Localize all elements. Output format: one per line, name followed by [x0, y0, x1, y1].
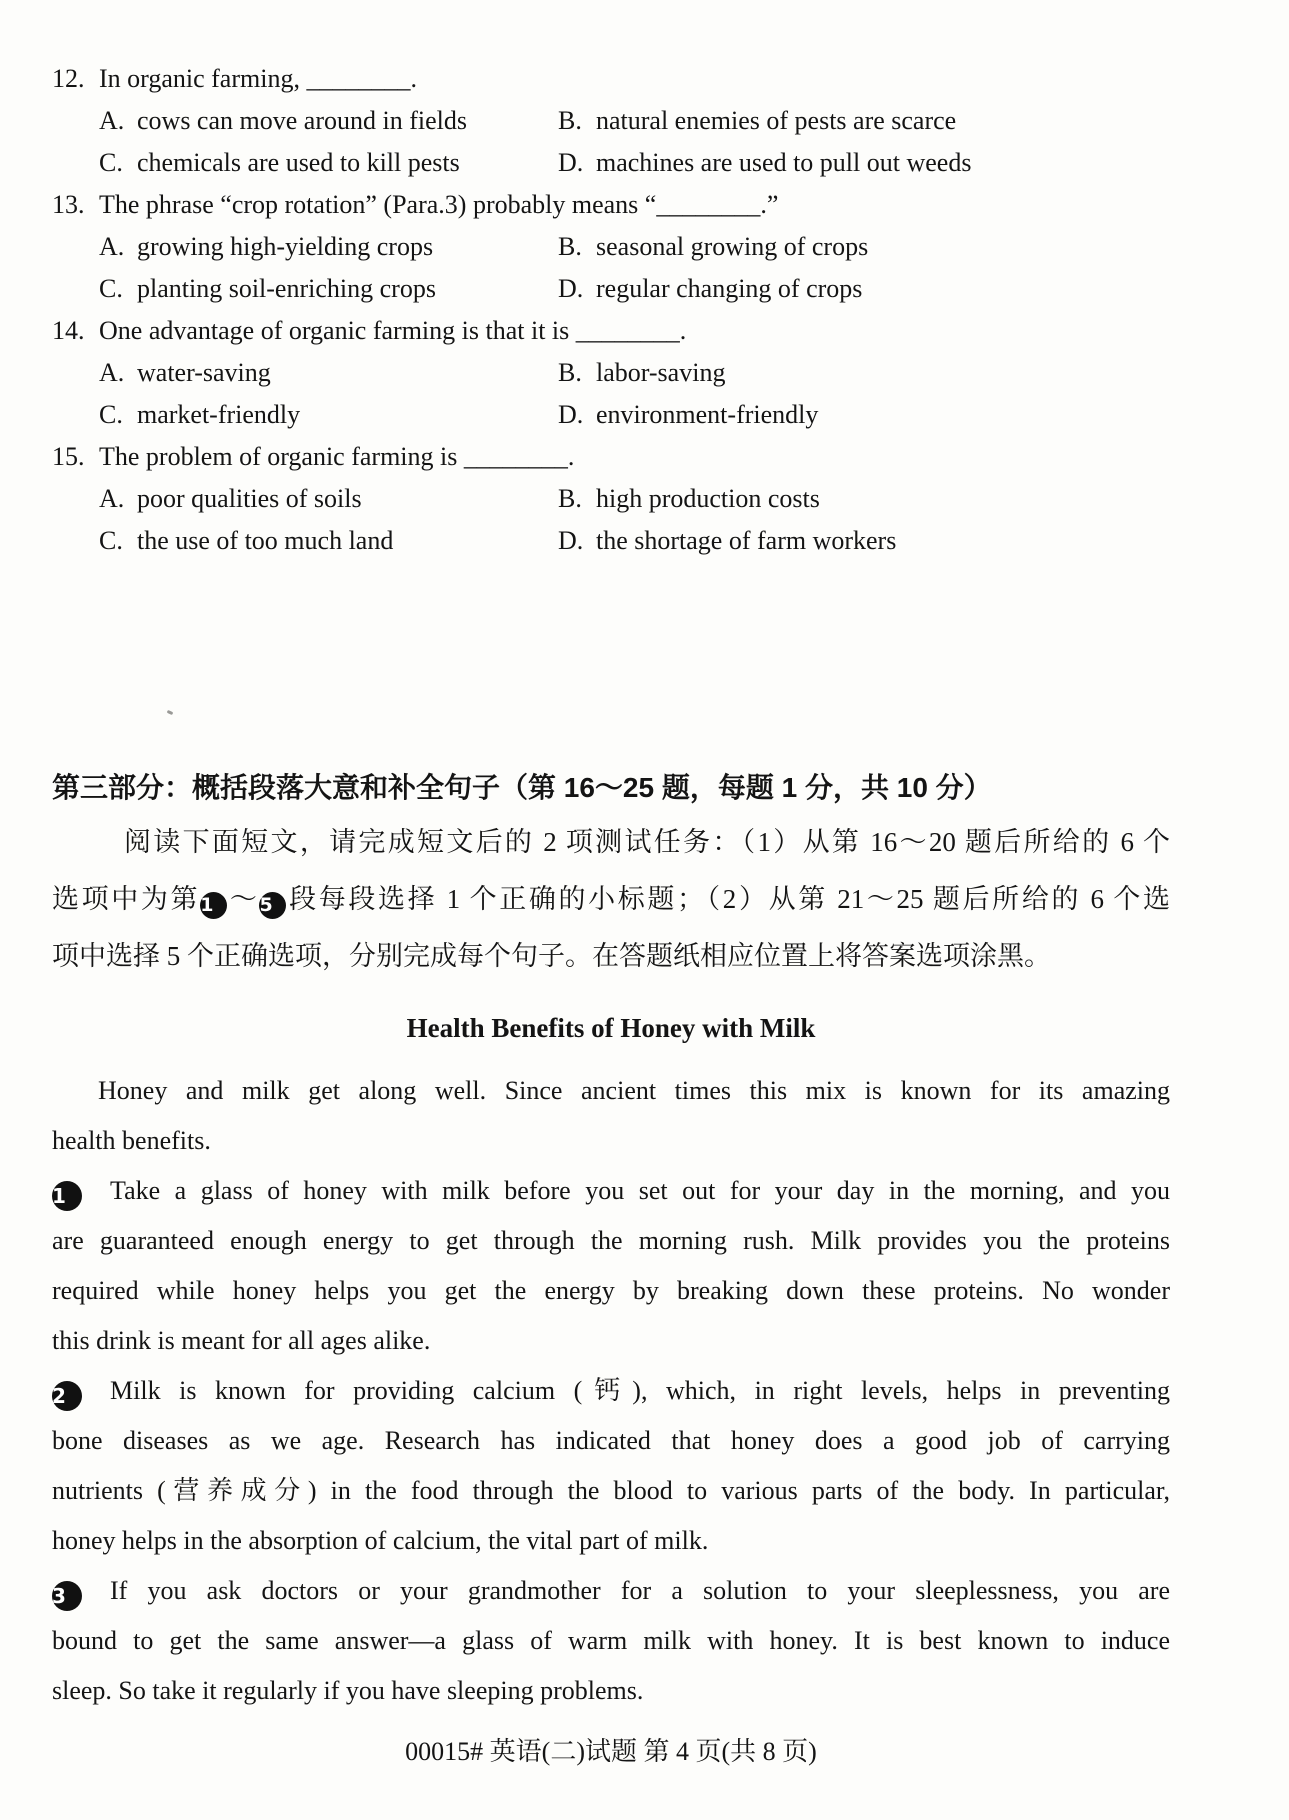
option-label: B.: [558, 106, 582, 135]
paragraph-2-marker-icon: 2: [52, 1381, 82, 1411]
option-text: environment-friendly: [596, 400, 819, 429]
options-grid: [99, 226, 1170, 310]
option-text: poor qualities of soils: [137, 484, 362, 513]
passage-body: [52, 1066, 1170, 1716]
option-text: labor-saving: [596, 358, 726, 387]
option-label: C.: [99, 148, 123, 177]
option-label: B.: [558, 232, 582, 261]
option-label: A.: [99, 358, 125, 387]
part3-instructions-line2: [52, 871, 1170, 928]
part3-instructions-line1: 阅读下面短文，请完成短文后的 2 项测试任务：（1）从第 16～20 题后所给的 6 个: [124, 827, 1170, 857]
option-label: D.: [558, 274, 584, 303]
passage-title: Health Benefits of Honey with Milk: [406, 1013, 816, 1043]
question-15: [52, 436, 1170, 562]
option-text: water-saving: [137, 358, 271, 387]
question-number: 13.: [52, 190, 85, 219]
part3-heading: 第三部分：概括段落大意和补全句子（第 16～25 题，每题 1 分，共 10 分）: [52, 772, 992, 803]
question-number: 12.: [52, 64, 85, 93]
option-text: the use of too much land: [137, 526, 394, 555]
paragraph-2-line: nutrients (营养成分) in the food through the blood to various parts of the body. In particular,: [52, 1476, 1170, 1505]
paragraph-2-line: [52, 1366, 1170, 1416]
paragraph-1-line: [52, 1166, 1170, 1216]
question-text: The problem of organic farming is ________.: [99, 442, 575, 471]
option-text: natural enemies of pests are scarce: [596, 106, 957, 135]
paragraph-text: If you ask doctors or your grandmother for a solution to your sleeplessness, you are: [110, 1576, 1170, 1605]
option-a: [99, 352, 558, 394]
option-label: C.: [99, 400, 123, 429]
question-stem: [52, 310, 1170, 352]
reading-passage: [52, 1008, 1170, 1716]
multiple-choice-section: [52, 58, 1170, 562]
option-a: [99, 100, 558, 142]
intro-line: Honey and milk get along well. Since ancient times this mix is known for its amazing: [98, 1076, 1170, 1105]
paragraph-3-line: [52, 1566, 1170, 1616]
paragraph-1-line: are guaranteed enough energy to get through the morning rush. Milk provides you the proteins: [52, 1226, 1170, 1255]
paragraph-1-line: this drink is meant for all ages alike.: [52, 1326, 431, 1355]
option-text: planting soil-enriching crops: [137, 274, 436, 303]
part3-section: [52, 768, 1170, 985]
option-label: D.: [558, 526, 584, 555]
paragraph-3-line: bound to get the same answer—a glass of warm milk with honey. It is best known to induce: [52, 1626, 1170, 1655]
option-b: [558, 100, 1170, 142]
option-c: [99, 268, 558, 310]
option-label: D.: [558, 400, 584, 429]
option-label: C.: [99, 526, 123, 555]
question-13: [52, 184, 1170, 310]
paragraph-3-marker-icon: 3: [52, 1581, 82, 1611]
question-text: The phrase “crop rotation” (Para.3) probably means “________.”: [99, 190, 779, 219]
option-c: [99, 142, 558, 184]
question-number: 14.: [52, 316, 85, 345]
option-label: A.: [99, 106, 125, 135]
options-grid: [99, 100, 1170, 184]
scan-artifact: [167, 710, 174, 715]
option-text: the shortage of farm workers: [596, 526, 897, 555]
option-label: B.: [558, 484, 582, 513]
option-label: C.: [99, 274, 123, 303]
option-label: B.: [558, 358, 582, 387]
paragraph-3-line: sleep. So take it regularly if you have sleeping problems.: [52, 1676, 644, 1705]
option-c: [99, 520, 558, 562]
question-stem: [52, 184, 1170, 226]
paragraph-2-line: bone diseases as we age. Research has indicated that honey does a good job of carrying: [52, 1426, 1170, 1455]
option-b: [558, 478, 1170, 520]
page-footer: 00015# 英语(二)试题 第 4 页(共 8 页): [405, 1737, 817, 1766]
question-12: [52, 58, 1170, 184]
option-label: D.: [558, 148, 584, 177]
question-text: In organic farming, ________.: [99, 64, 417, 93]
options-grid: [99, 352, 1170, 436]
option-b: [558, 226, 1170, 268]
option-text: machines are used to pull out weeds: [596, 148, 972, 177]
intro-line: health benefits.: [52, 1126, 211, 1155]
option-label: A.: [99, 232, 125, 261]
paragraph-text: Take a glass of honey with milk before you set out for your day in the morning, and you: [110, 1176, 1170, 1205]
question-14: [52, 310, 1170, 436]
option-label: A.: [99, 484, 125, 513]
paragraph-2-line: honey helps in the absorption of calcium, the vital part of milk.: [52, 1526, 709, 1555]
circled-number-5-icon: 5: [259, 892, 286, 919]
circled-number-1-icon: 1: [200, 892, 227, 919]
instruction-text: 选项中为第: [52, 884, 201, 914]
option-text: high production costs: [596, 484, 820, 513]
paragraph-text: Milk is known for providing calcium (钙), which, in right levels, helps in preventing: [110, 1376, 1170, 1405]
option-a: [99, 226, 558, 268]
option-text: growing high-yielding crops: [137, 232, 434, 261]
option-c: [99, 394, 558, 436]
option-d: [558, 268, 1170, 310]
option-text: market-friendly: [137, 400, 301, 429]
option-d: [558, 520, 1170, 562]
paragraph-1-line: required while honey helps you get the energy by breaking down these proteins. No wonder: [52, 1276, 1170, 1305]
tilde-separator: ～: [227, 884, 260, 914]
option-text: regular changing of crops: [596, 274, 863, 303]
option-d: [558, 142, 1170, 184]
option-a: [99, 478, 558, 520]
options-grid: [99, 478, 1170, 562]
option-b: [558, 352, 1170, 394]
question-text: One advantage of organic farming is that it is ________.: [99, 316, 687, 345]
option-text: cows can move around in fields: [137, 106, 467, 135]
option-text: seasonal growing of crops: [596, 232, 869, 261]
question-number: 15.: [52, 442, 85, 471]
question-stem: [52, 436, 1170, 478]
instruction-text: 段每段选择 1 个正确的小标题；（2）从第 21～25 题后所给的 6 个选: [286, 884, 1171, 914]
option-text: chemicals are used to kill pests: [137, 148, 460, 177]
part3-instructions-line3: 项中选择 5 个正确选项，分别完成每个句子。在答题纸相应位置上将答案选项涂黑。: [52, 941, 1051, 971]
option-d: [558, 394, 1170, 436]
paragraph-1-marker-icon: 1: [52, 1181, 82, 1211]
question-stem: [52, 58, 1170, 100]
